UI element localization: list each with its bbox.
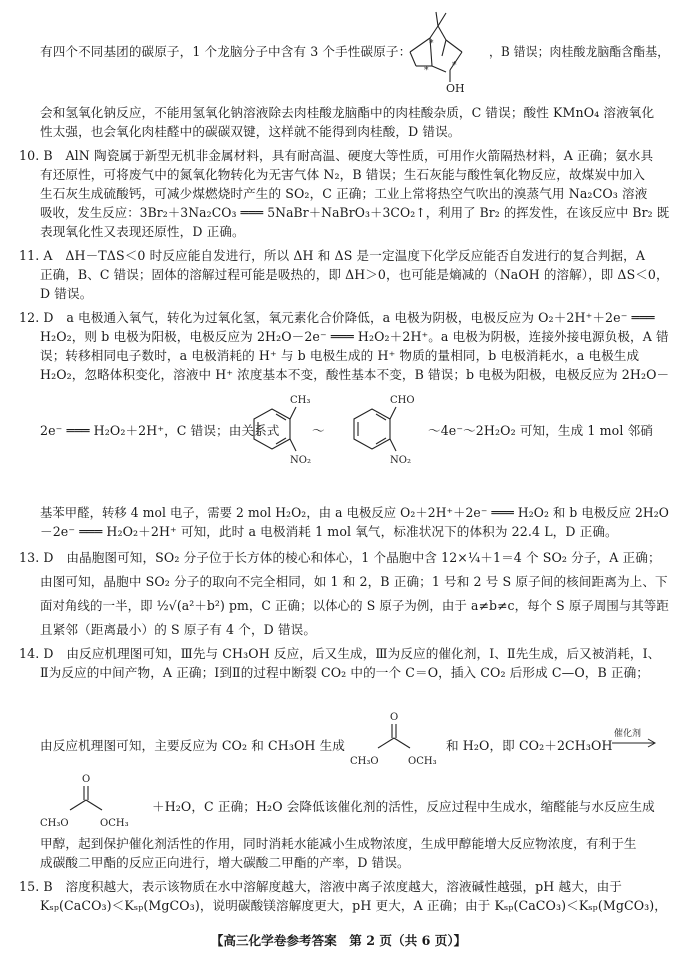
text-line: 正确，B、C 错误；固体的溶解过程可能是吸热的，即 ΔH＞0，也可能是熵减的（NaOH 的溶解），即 ΔS＜0， bbox=[40, 267, 669, 282]
text-line: －2e⁻ ═══ H₂O₂＋2H⁺ 可知，此时 a 电极消耗 1 mol 氧气，标准状况下的体积为 22.4 L，D 正确。 bbox=[40, 524, 618, 539]
carbonyl-o-label: O bbox=[390, 712, 399, 723]
methoxy-right-label: OCH₃ bbox=[408, 756, 437, 767]
no2-label: NO₂ bbox=[290, 455, 311, 466]
dimethyl-carbonate-structure bbox=[348, 708, 444, 770]
text-line: H₂O₂，忽略体积变化，溶液中 H⁺ 浓度基本不变，酸性基本不变，B 错误；b 电极为阳极，电极反应为 2H₂O－ bbox=[40, 367, 670, 382]
svg-text:*: * bbox=[452, 61, 457, 71]
text-line: 误；转移相同电子数时，a 电极消耗的 H⁺ 与 b 电极生成的 H⁺ 物质的量相同，b 电极消耗水，a 电极生成 bbox=[40, 348, 640, 363]
text-line: 面对角线的一半，即 ½√(a²＋b²) pm，C 正确；以体心的 S 原子为例，由于 a≠b≠c，每个 S 原子周围与其等距 bbox=[40, 598, 669, 613]
svg-text:*: * bbox=[424, 66, 429, 76]
text-line: 且紧邻（距离最小）的 S 原子有 4 个，D 错误。 bbox=[40, 622, 317, 637]
text-line: 由反应机理图可知，主要反应为 CO₂ 和 CH₃OH 生成 bbox=[40, 738, 345, 753]
carbonyl-o-label: O bbox=[82, 774, 91, 785]
no2-label: NO₂ bbox=[390, 455, 411, 466]
text-line: 2e⁻ ═══ H₂O₂＋2H⁺，C 错误；由关系式 bbox=[40, 423, 280, 438]
text-line: D 错误。 bbox=[40, 286, 93, 301]
borneol-structure bbox=[402, 10, 488, 94]
methoxy-left-label: CH₃O bbox=[350, 756, 379, 767]
o-nitrobenzaldehyde-structure bbox=[352, 389, 422, 467]
text-line: 有四个不同基团的碳原子，1 个龙脑分子中含有 3 个手性碳原子： bbox=[40, 44, 412, 59]
text-line: 13. D 由晶胞图可知，SO₂ 分子位于长方体的棱心和体心，1 个晶胞中含 12×¼＋1＝4 个 SO₂ 分子，A 正确； bbox=[19, 550, 661, 565]
text-line: ，B 错误；肉桂酸龙脑酯含酯基， bbox=[489, 44, 670, 59]
text-line: Ⅱ为反应的中间产物，A 正确；Ⅰ到Ⅱ的过程中断裂 CO₂ 中的一个 C＝O，插入 CO₂ 后形成 C—O，B 正确； bbox=[40, 665, 649, 680]
text-line: 14. D 由反应机理图可知，Ⅲ先与 CH₃OH 反应，后又生成，Ⅲ为反应的催化剂，Ⅰ、Ⅱ先生成，后又被消耗，Ⅰ、 bbox=[19, 646, 661, 661]
text-line: 生石灰生成硫酸钙，可减少煤燃烧时产生的 SO₂，C 正确；工业上常将热空气吹出的溴蒸气用 Na₂CO₃ 溶液 bbox=[40, 186, 648, 201]
text-line: 由图可知，晶胞中 SO₂ 分子的取向不完全相同，如 1 和 2，B 正确；1 号和 2 号 S 原子间的核间距离为上、下 bbox=[40, 574, 668, 589]
text-line: 甲醇，起到保护催化剂活性的作用，同时消耗水能减小生成物浓度，生成甲醇能增大反应物浓度，有利于生 bbox=[40, 836, 637, 851]
methoxy-left-label: CH₃O bbox=[40, 818, 69, 829]
text-line: 有还原性，可将废气中的氮氧化物转化为无害气体 N₂，B 错误；生石灰能与酸性氧化物反应，故煤炭中加入 bbox=[40, 167, 646, 182]
o-nitrotoluene-structure bbox=[252, 389, 312, 467]
methoxy-right-label: OCH₃ bbox=[100, 818, 129, 829]
text-line: H₂O₂，则 b 电极为阳极，电极反应为 2H₂O－2e⁻ ═══ H₂O₂＋2H⁺。a 电极为阴极，连接外接电源负极，A 错 bbox=[40, 329, 669, 344]
text-line: Kₛₚ(CaCO₃)＜Kₛₚ(MgCO₃)，说明碳酸镁溶解度更大，pH 更大，A 正确；由于 Kₛₚ(CaCO₃)＜Kₛₚ(MgCO₃)， bbox=[40, 898, 668, 913]
text-line: 吸收，发生反应：3Br₂＋3Na₂CO₃ ═══ 5NaBr＋NaBrO₃＋3CO₂↑，利用了 Br₂ 的挥发性，在该反应中 Br₂ 既 bbox=[40, 205, 670, 220]
text-line: ～4e⁻～2H₂O₂ 可知，生成 1 mol 邻硝 bbox=[428, 423, 653, 438]
text-line: 15. B 溶度积越大，表示该物质在水中溶解度越大，溶液中离子浓度越大，溶液碱性越强，pH 越大，由于 bbox=[19, 879, 622, 894]
page-footer: 【高三化学卷参考答案 第 2 页（共 6 页）】 bbox=[210, 933, 467, 948]
ch3-label: CH₃ bbox=[290, 395, 311, 406]
text-line: 成碳酸二甲酯的反应正向进行，增大碳酸二甲酯的产率，D 错误。 bbox=[40, 855, 410, 870]
borneol-oh-label: OH bbox=[446, 82, 465, 94]
text-line: 11. A ΔH－TΔS＜0 时反应能自发进行，所以 ΔH 和 ΔS 是一定温度下化学反应能否自发进行的复合判据，A bbox=[19, 248, 646, 263]
catalyst-arrow bbox=[610, 726, 660, 756]
text-line: 性太强，也会氧化肉桂醛中的碳碳双键，这样就不能得到肉桂酸，D 错误。 bbox=[40, 124, 461, 139]
text-line: 12. D a 电极通入氧气，转化为过氧化氢，氧元素化合价降低，a 电极为阴极，电极反应为 O₂＋2H⁺＋2e⁻ ═══ bbox=[19, 310, 655, 325]
text-line: 10. B AlN 陶瓷属于新型无机非金属材料，具有耐高温、硬度大等性质，可用作火箭隔热材料，A 正确；氨水具 bbox=[19, 148, 654, 163]
text-line: 和 H₂O，即 CO₂＋2CH₃OH bbox=[446, 738, 613, 753]
text-line: ＋H₂O，C 正确；H₂O 会降低该催化剂的活性，反应过程中生成水，缩醛能与水反应生成 bbox=[152, 799, 655, 814]
dimethyl-carbonate-structure-2 bbox=[40, 770, 140, 832]
catalyst-label: 催化剂 bbox=[614, 729, 642, 739]
text-line: 会和氢氧化钠反应，不能用氢氧化钠溶液除去肉桂酸龙脑酯中的肉桂酸杂质，C 错误；酸性 KMnO₄ 溶液氧化 bbox=[40, 105, 655, 120]
text-line: ～ bbox=[312, 423, 325, 438]
text-line: 表现氧化性又表现还原性，D 正确。 bbox=[40, 224, 245, 239]
text-line: 基苯甲醛，转移 4 mol 电子，需要 2 mol H₂O₂，由 a 电极反应 O₂＋2H⁺＋2e⁻ ═══ H₂O₂ 和 b 电极反应 2H₂O bbox=[40, 505, 669, 520]
cho-label: CHO bbox=[390, 395, 415, 406]
svg-text:*: * bbox=[429, 39, 434, 49]
